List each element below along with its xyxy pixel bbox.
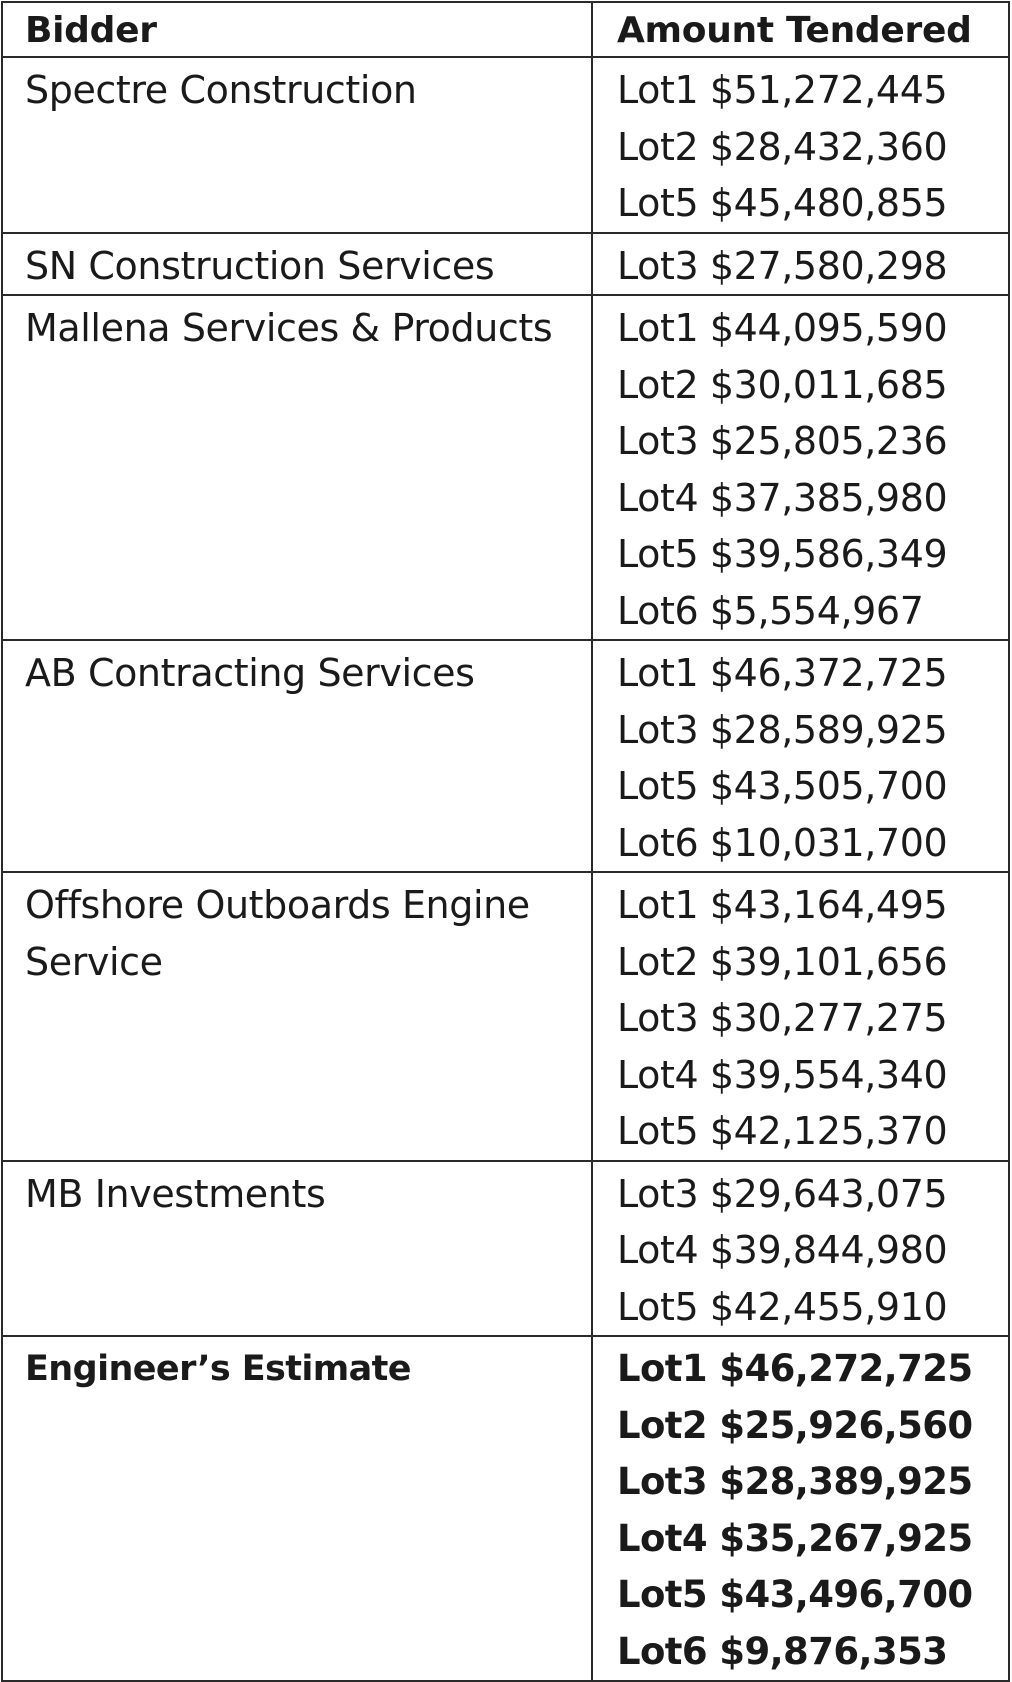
header-bidder: Bidder bbox=[2, 2, 592, 57]
lot-amount: Lot3 $28,389,925 bbox=[617, 1460, 973, 1503]
lot-amount: Lot5 $43,496,700 bbox=[617, 1573, 973, 1616]
bidder-name: Mallena Services & Products bbox=[2, 295, 592, 640]
table-row bbox=[2, 1161, 1009, 1337]
table-row bbox=[2, 57, 1009, 233]
lot-amount: Lot3 $29,643,075 bbox=[617, 1171, 948, 1216]
lot-amount: Lot2 $28,432,360 bbox=[617, 124, 948, 169]
table-row bbox=[2, 233, 1009, 296]
lot-amount: Lot3 $27,580,298 bbox=[617, 243, 948, 288]
lot-amount: Lot5 $42,455,910 bbox=[617, 1284, 948, 1329]
lot-amount: Lot5 $45,480,855 bbox=[617, 181, 948, 225]
amount-tendered-cell bbox=[592, 640, 1009, 872]
bidder-name: SN Construction Services bbox=[2, 233, 592, 296]
amount-tendered-cell bbox=[592, 1161, 1009, 1337]
lot-amount: Lot1 $51,272,445 bbox=[617, 68, 948, 112]
lot-amount: Lot2 $30,011,685 bbox=[617, 362, 948, 407]
lot-amount: Lot2 $25,926,560 bbox=[617, 1403, 973, 1447]
table-row bbox=[2, 295, 1009, 640]
bid-table bbox=[1, 1, 1010, 1682]
bidder-name: MB Investments bbox=[2, 1161, 592, 1337]
amount-tendered-cell bbox=[592, 1336, 1009, 1681]
lot-amount: Lot6 $9,876,353 bbox=[617, 1629, 948, 1673]
amount-tendered-cell bbox=[592, 233, 1009, 296]
lot-amount: Lot1 $46,272,725 bbox=[617, 1347, 973, 1390]
lot-amount: Lot6 $10,031,700 bbox=[617, 820, 948, 865]
table-row bbox=[2, 1336, 1009, 1681]
lot-amount: Lot4 $37,385,980 bbox=[617, 475, 948, 520]
amount-tendered-cell bbox=[592, 57, 1009, 233]
amount-tendered-cell bbox=[592, 872, 1009, 1161]
lot-amount: Lot3 $30,277,275 bbox=[617, 996, 948, 1040]
lot-amount: Lot5 $39,586,349 bbox=[617, 532, 948, 576]
lot-amount: Lot4 $39,844,980 bbox=[617, 1228, 948, 1272]
lot-amount: Lot1 $46,372,725 bbox=[617, 651, 948, 695]
lot-amount: Lot4 $39,554,340 bbox=[617, 1052, 948, 1097]
table-row bbox=[2, 640, 1009, 872]
amount-tendered-cell bbox=[592, 295, 1009, 640]
lot-amount: Lot3 $28,589,925 bbox=[617, 707, 948, 752]
lot-amount: Lot1 $44,095,590 bbox=[617, 306, 948, 350]
header-amount-tendered: Amount Tendered bbox=[592, 2, 1009, 57]
table-row bbox=[2, 872, 1009, 1161]
lot-amount: Lot3 $25,805,236 bbox=[617, 419, 948, 463]
bidder-name: AB Contracting Services bbox=[2, 640, 592, 872]
lot-amount: Lot5 $43,505,700 bbox=[617, 764, 948, 808]
lot-amount: Lot4 $35,267,925 bbox=[617, 1516, 973, 1560]
bidder-name: Engineer’s Estimate bbox=[2, 1336, 592, 1681]
lot-amount: Lot1 $43,164,495 bbox=[617, 883, 948, 927]
table-header-row bbox=[2, 2, 1009, 57]
table-body bbox=[2, 57, 1009, 1681]
lot-amount: Lot5 $42,125,370 bbox=[617, 1109, 948, 1153]
lot-amount: Lot2 $39,101,656 bbox=[617, 939, 948, 984]
bidder-name: Spectre Construction bbox=[2, 57, 592, 233]
lot-amount: Lot6 $5,554,967 bbox=[617, 588, 924, 633]
bidder-name: Offshore Outboards Engine Service bbox=[2, 872, 592, 1161]
